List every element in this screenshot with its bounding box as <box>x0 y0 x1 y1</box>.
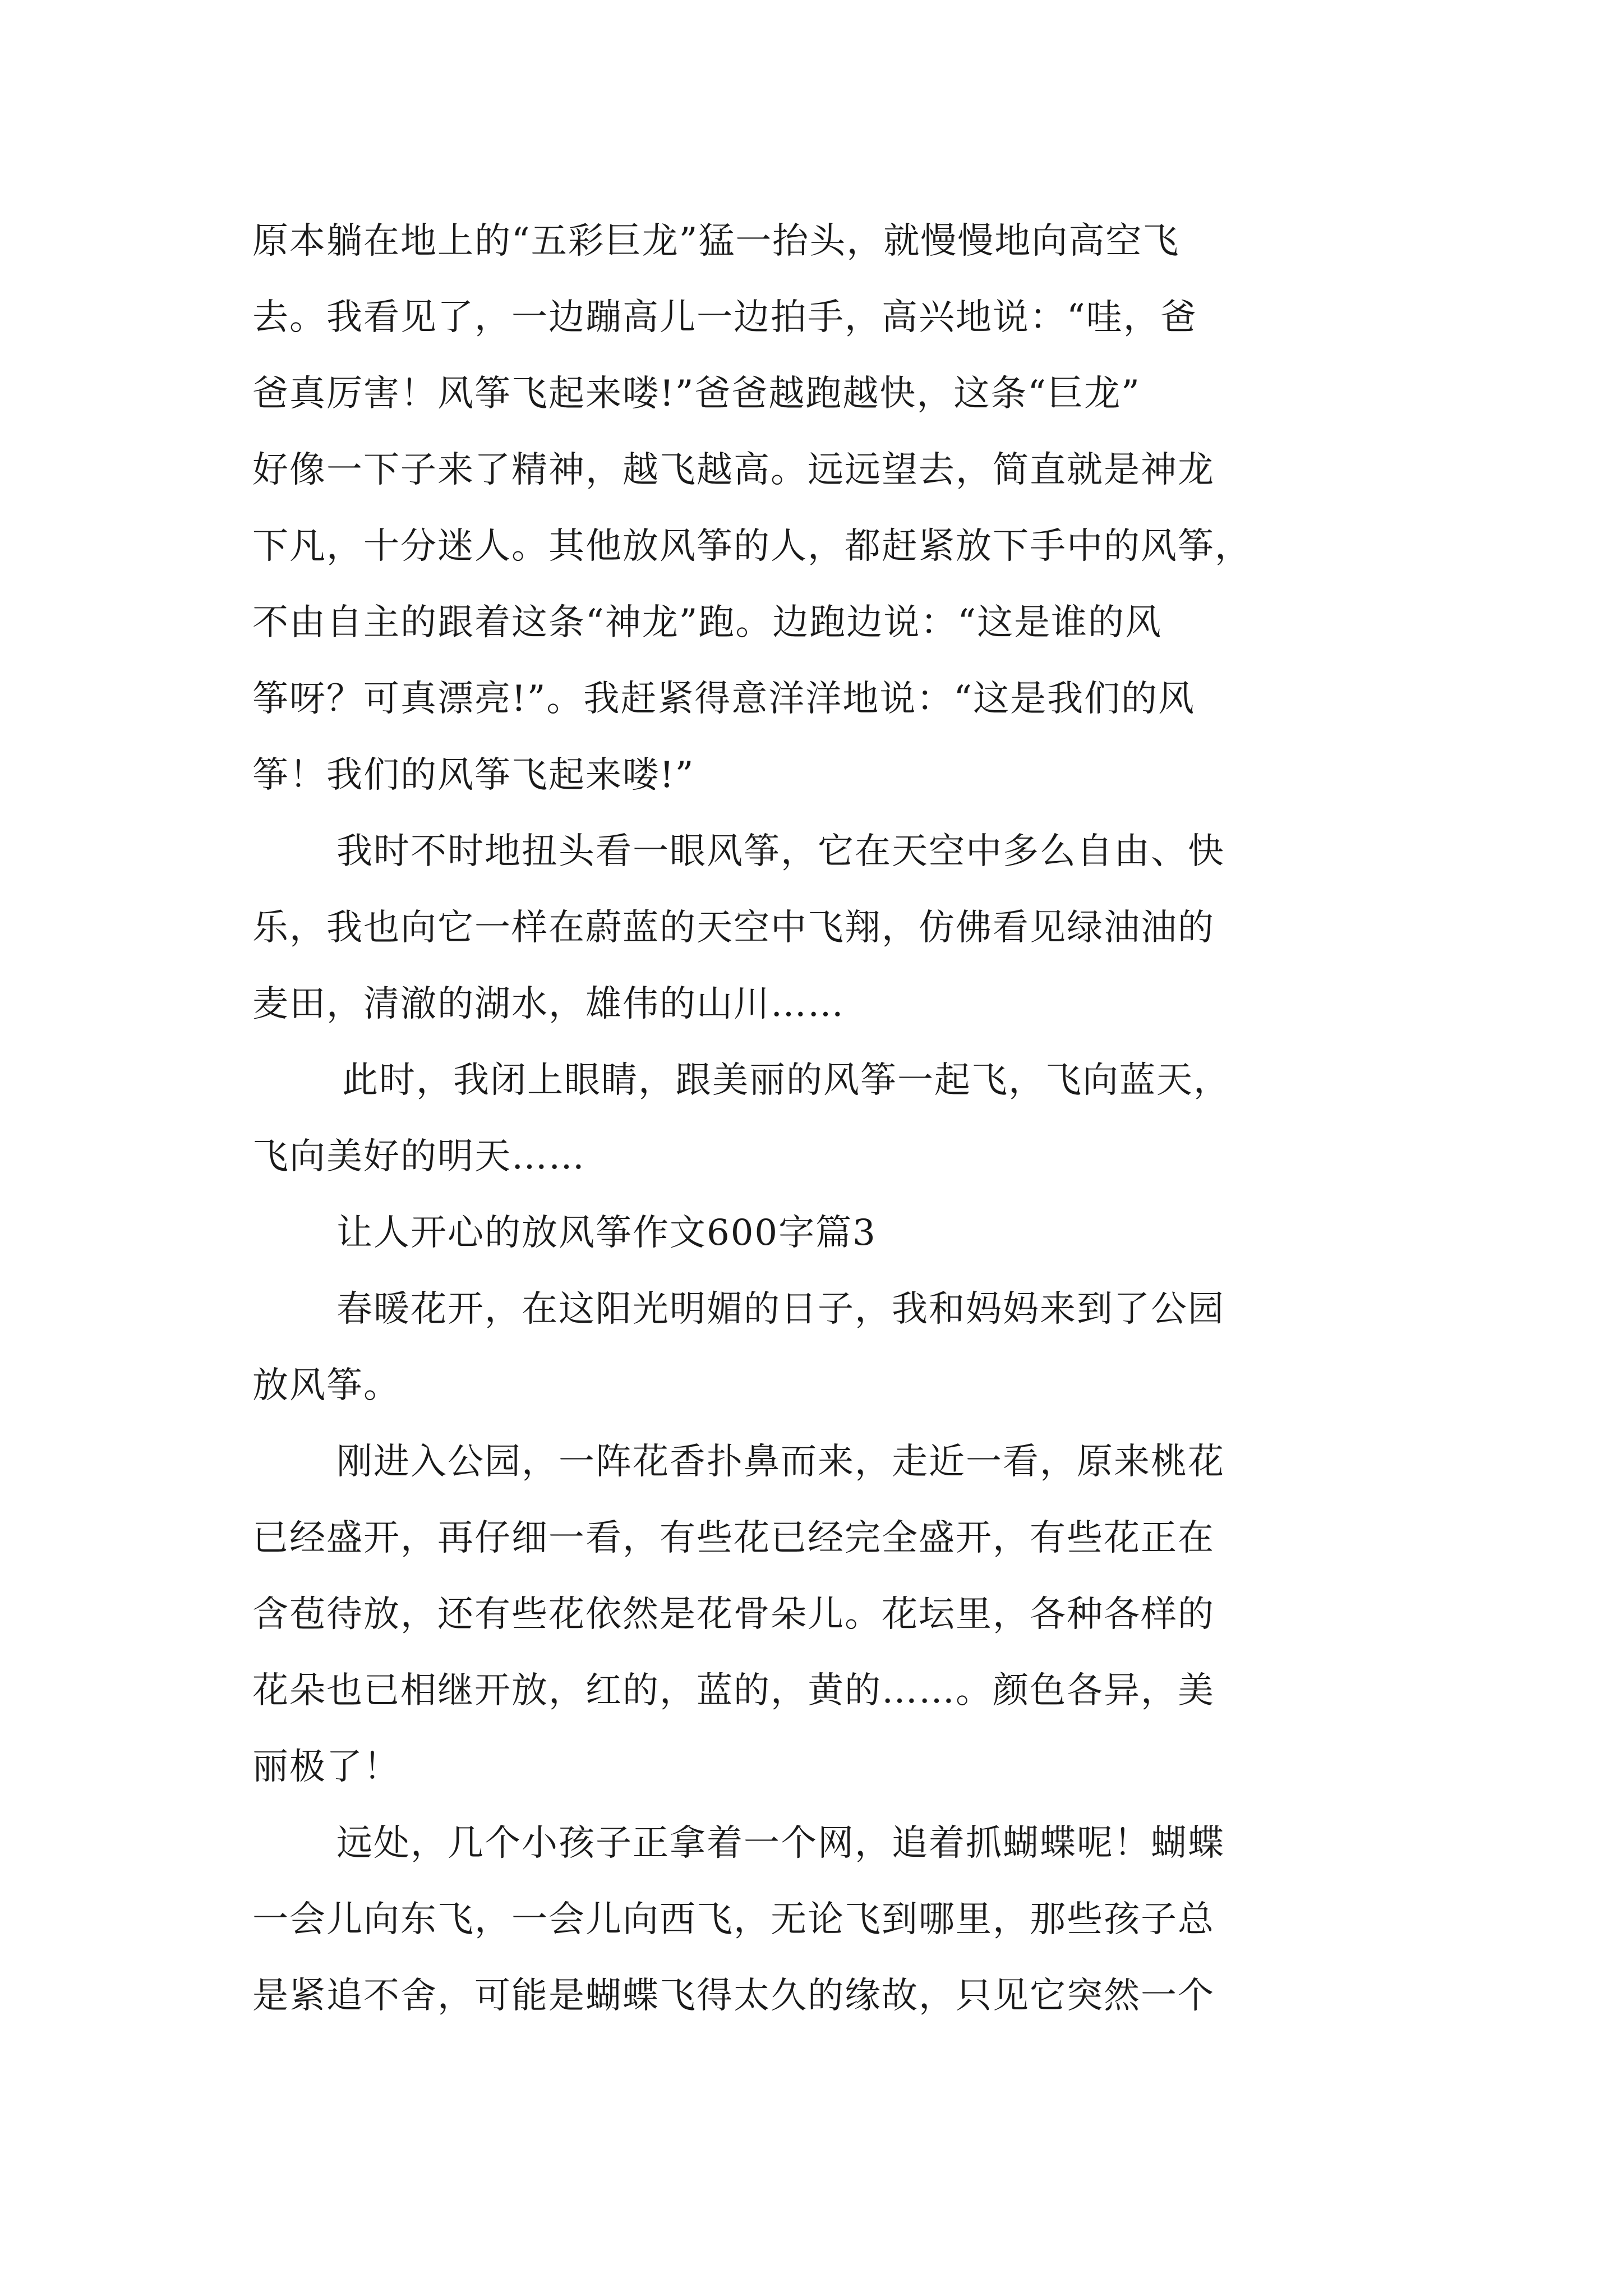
text-line: 是紧追不舍，可能是蝴蝶飞得太久的缘故，只见它突然一个 <box>252 1975 1215 2017</box>
text-line: 爸真厉害！风筝飞起来喽!”爸爸越跑越快，这条“巨龙” <box>252 373 1141 415</box>
text-line: 丽极了！ <box>252 1746 400 1788</box>
text-line: 麦田，清澈的湖水，雄伟的山川…… <box>252 983 845 1025</box>
section-heading: 让人开心的放风筝作文600字篇3 <box>336 1212 877 1254</box>
paragraph-start-line: 此时，我闭上眼睛，跟美丽的风筝一起飞，飞向蓝天， <box>342 1060 1230 1101</box>
text-line: 不由自主的跟着这条“神龙”跑。边跑边说：“这是谁的风 <box>252 602 1163 643</box>
text-line: 放风筝。 <box>252 1365 400 1406</box>
text-line: 已经盛开，再仔细一看，有些花已经完全盛开，有些花正在 <box>252 1517 1215 1559</box>
paragraph-start-line: 刚进入公园，一阵花香扑鼻而来，走近一看，原来桃花 <box>336 1441 1225 1483</box>
text-line: 原本躺在地上的“五彩巨龙”猛一抬头，就慢慢地向高空飞 <box>252 220 1180 262</box>
paragraph-start-line: 春暖花开，在这阳光明媚的日子，我和妈妈来到了公园 <box>336 1289 1225 1330</box>
text-line: 筝！我们的风筝飞起来喽!” <box>252 754 695 796</box>
text-line: 去。我看见了，一边蹦高儿一边拍手，高兴地说：“哇，爸 <box>252 297 1197 338</box>
text-line: 乐，我也向它一样在蔚蓝的天空中飞翔，仿佛看见绿油油的 <box>252 907 1215 949</box>
paragraph-start-line: 我时不时地扭头看一眼风筝，它在天空中多么自由、快 <box>336 831 1225 872</box>
paragraph-start-line: 远处，几个小孩子正拿着一个网，追着抓蝴蝶呢！蝴蝶 <box>336 1823 1225 1864</box>
text-line: 下凡，十分迷人。其他放风筝的人，都赶紧放下手中的风筝， <box>252 526 1252 567</box>
text-line: 一会儿向东飞，一会儿向西飞，无论飞到哪里，那些孩子总 <box>252 1899 1215 1940</box>
text-line: 好像一下子来了精神，越飞越高。远远望去，简直就是神龙 <box>252 449 1215 491</box>
text-line: 筝呀？可真漂亮!”。我赶紧得意洋洋地说：“这是我们的风 <box>252 678 1196 720</box>
text-line: 含苞待放，还有些花依然是花骨朵儿。花坛里，各种各样的 <box>252 1594 1215 1635</box>
text-line: 花朵也已相继开放，红的，蓝的，黄的……。颜色各异，美 <box>252 1670 1215 1711</box>
text-line: 飞向美好的明天…… <box>252 1136 585 1177</box>
